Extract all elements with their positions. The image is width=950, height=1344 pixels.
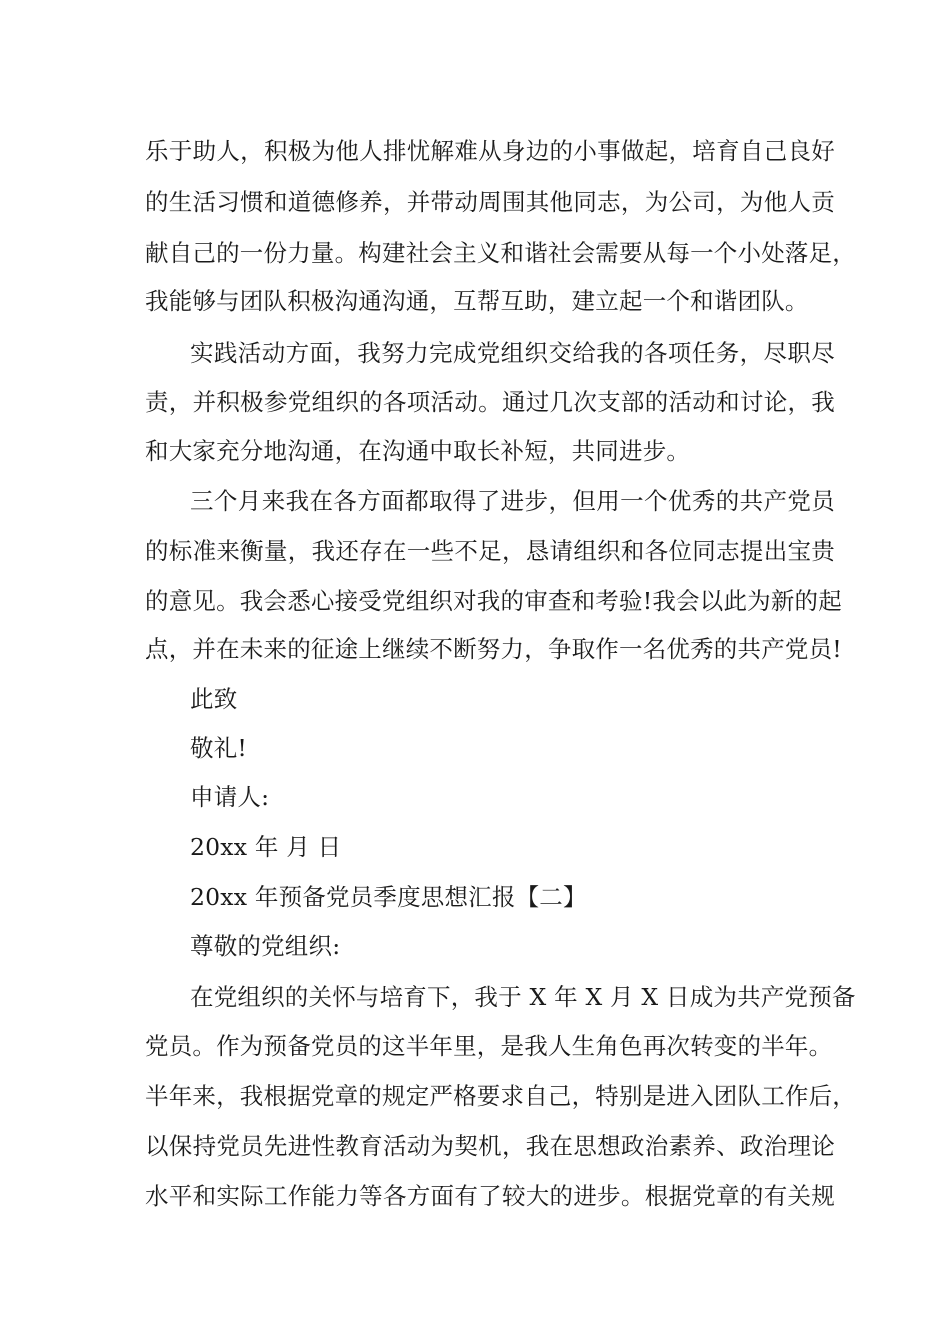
paragraph-line: 三个月来我在各方面都取得了进步，但用一个优秀的共产党员 [190,487,835,515]
paragraph-line: 献自己的一份力量。构建社会主义和谐社会需要从每一个小处落足， [145,239,856,267]
date-line: 20xx 年 月 日 [190,833,342,861]
paragraph-line: 实践活动方面，我努力完成党组织交给我的各项任务，尽职尽 [190,339,835,367]
greeting-line: 尊敬的党组织: [190,932,341,960]
paragraph-line: 在党组织的关怀与培育下，我于 X 年 X 月 X 日成为共产党预备 [190,983,856,1011]
paragraph-line: 的意见。我会悉心接受党组织对我的审查和考验!我会以此为新的起 [145,587,842,615]
section-title: 20xx 年预备党员季度思想汇报【二】 [190,883,587,911]
paragraph-line: 我能够与团队积极沟通沟通，互帮互助，建立起一个和谐团队。 [145,287,809,315]
applicant-line: 申请人: [190,783,270,811]
paragraph-line: 和大家充分地沟通，在沟通中取长补短，共同进步。 [145,437,691,465]
salutation-line: 敬礼! [190,734,248,762]
paragraph-line: 半年来，我根据党章的规定严格要求自己，特别是进入团队工作后， [145,1082,856,1110]
paragraph-line: 点，并在未来的征途上继续不断努力，争取作一名优秀的共产党员! [145,635,842,663]
salutation-line: 此致 [190,685,238,713]
paragraph-line: 以保持党员先进性教育活动为契机，我在思想政治素养、政治理论 [145,1132,835,1160]
paragraph-line: 责，并积极参党组织的各项活动。通过几次支部的活动和讨论，我 [145,388,835,416]
paragraph-line: 水平和实际工作能力等各方面有了较大的进步。根据党章的有关规 [145,1182,835,1210]
paragraph-line: 党员。作为预备党员的这半年里，是我人生角色再次转变的半年。 [145,1032,833,1060]
paragraph-line: 的生活习惯和道德修养，并带动周围其他同志，为公司，为他人贡 [145,188,835,216]
paragraph-line: 乐于助人，积极为他人排忧解难从身边的小事做起，培育自己良好 [145,137,835,165]
paragraph-line: 的标准来衡量，我还存在一些不足，恳请组织和各位同志提出宝贵 [145,537,835,565]
